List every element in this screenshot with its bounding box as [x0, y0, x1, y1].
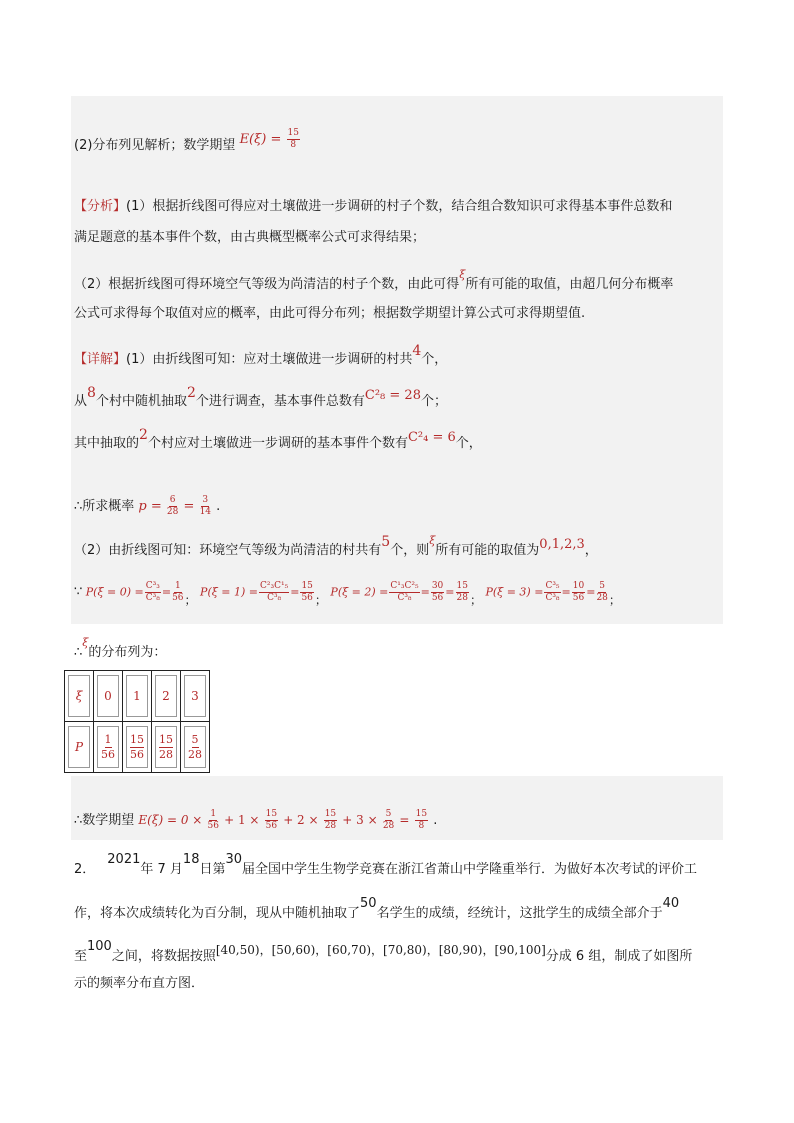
analysis-text-3a: （2）根据折线图可得环境空气等级为尚清洁的村子个数，由此可得 — [74, 277, 460, 292]
p3-frac — [544, 582, 560, 603]
detail-text-5d: ， — [584, 543, 598, 558]
p2-rden: 56 — [431, 593, 444, 603]
q2-number: 2． — [74, 862, 96, 877]
p2-result2 — [456, 582, 469, 603]
exp-f1-den: 56 — [207, 821, 219, 831]
prob-den: 56 — [130, 748, 144, 761]
p2-eq: = — [420, 585, 430, 599]
detail-text-2b: 个村中随机抽取 — [95, 394, 187, 409]
analysis-line-3 — [74, 268, 674, 292]
expectation-part-c: + 2 × — [283, 813, 319, 827]
q2-line-1 — [74, 852, 698, 877]
p0-lhs: P(ξ = 0) = — [85, 585, 144, 599]
detail-text-5b: 个，则 — [390, 543, 430, 558]
exp-frac-3 — [324, 810, 337, 831]
p0-eq: = — [161, 585, 172, 599]
table-cell — [152, 722, 181, 773]
p2-lhs: P(ξ = 2) = — [330, 585, 389, 599]
p-frac1-den: 28 — [166, 507, 179, 517]
exp-f2-den: 56 — [265, 821, 278, 831]
p3-num: C³₅ — [545, 581, 560, 591]
analysis-text-1: (1）根据折线图可得应对土壤做进一步调研的村子个数，结合组合数知识可求得基本事件总数和 — [126, 199, 673, 214]
p0-num: C³₃ — [145, 581, 160, 591]
p3-den: C³₈ — [545, 593, 560, 603]
q2-text-2: 日第 — [199, 862, 226, 877]
detail-line-7 — [74, 636, 167, 660]
detail-p-frac2 — [200, 496, 211, 517]
detail-line-1 — [74, 343, 448, 367]
table-cell — [181, 671, 210, 722]
value-cell: 0 — [97, 675, 119, 717]
detail-p-frac1 — [167, 496, 178, 517]
p2-rnum: 30 — [431, 581, 444, 591]
q2-year: 2021 — [107, 852, 141, 867]
analysis-line-2 — [74, 231, 425, 244]
q2-line-2 — [74, 896, 680, 921]
q2-num-40: 40 — [662, 896, 680, 911]
answer-formula-lhs: E(ξ) = — [239, 132, 282, 147]
p3-r2den: 28 — [596, 593, 608, 603]
analysis-xi: ξ — [459, 268, 466, 281]
therefore-symbol: ∴ — [74, 645, 83, 660]
p3-r2num: 5 — [599, 581, 606, 591]
table-row — [65, 722, 210, 773]
detail-text-4a: ∴所求概率 — [74, 499, 135, 514]
q2-text-4: 作，将本次成绩转化为百分制，现从中随机抽取了 — [74, 906, 361, 921]
p2-result — [431, 582, 444, 603]
table-cell — [65, 671, 94, 722]
detail-values: 0,1,2,3 — [539, 537, 585, 552]
q2-num-100: 100 — [87, 939, 112, 954]
p1-rnum: 15 — [301, 581, 313, 591]
exp-frac-5 — [415, 810, 428, 831]
p2-eq2: = — [445, 585, 455, 599]
p0-rnum: 1 — [174, 581, 181, 591]
table-cell — [94, 671, 123, 722]
prob-cell — [184, 726, 206, 768]
prob-num: 15 — [159, 733, 173, 746]
table-cell — [94, 722, 123, 773]
q2-text-3: 届全国中学生生物学竞赛在浙江省萧山中学隆重举行．为做好本次考试的评价工 — [242, 862, 698, 877]
value-cell: 1 — [126, 675, 148, 717]
q2-nth: 30 — [225, 852, 243, 867]
prob-num: 15 — [130, 733, 144, 746]
analysis-line-1 — [74, 200, 672, 213]
prob-num: 5 — [191, 733, 199, 746]
p1-num: C²₃C¹₅ — [260, 581, 289, 591]
table-cell — [123, 671, 152, 722]
q2-num-50: 50 — [360, 896, 377, 911]
answer-fraction — [287, 129, 300, 150]
table-row — [65, 671, 210, 722]
answer-prefix: (2)分布列见解析；数学期望 — [74, 138, 236, 153]
p2-den: C³₈ — [397, 593, 412, 603]
prob-den: 56 — [101, 748, 115, 761]
p2-frac — [389, 582, 419, 603]
exp-f5-den: 8 — [418, 821, 425, 831]
prob-num: 1 — [104, 733, 112, 746]
sep-3: ； — [469, 592, 482, 607]
q2-text-8: 分成 6 组，制成了如图所 — [545, 949, 693, 964]
detail-num-5: 5 — [381, 534, 391, 550]
p3-lhs: P(ξ = 3) = — [485, 585, 544, 599]
q2-text-6: 至 — [74, 949, 88, 964]
detail-text-5c: 所有可能的取值为 — [435, 543, 540, 558]
answer-fraction-num: 15 — [287, 128, 299, 138]
p3-rden: 56 — [572, 593, 585, 603]
distribution-table — [64, 670, 210, 773]
detail-line-2 — [74, 385, 447, 409]
exp-f1-num: 1 — [210, 809, 217, 819]
detail-text-3b: 个村应对土壤做进一步调研的基本事件个数有 — [147, 436, 408, 451]
table-cell — [123, 722, 152, 773]
p0-frac — [145, 582, 161, 603]
detail-text-4end: . — [216, 499, 221, 514]
p3-eq: = — [561, 585, 571, 599]
analysis-text-2: 满足题意的基本事件个数，由古典概型概率公式可求得结果； — [74, 230, 426, 245]
expectation-line — [74, 796, 437, 831]
prob-den: 28 — [188, 748, 202, 761]
prob-cell — [126, 726, 148, 768]
detail-text-1a: (1）由折线图可知：应对土壤做进一步调研的村共 — [126, 352, 413, 367]
detail-p-eq: = — [183, 499, 195, 514]
detail-text-3c: 个， — [455, 436, 482, 451]
analysis-text-3b: 所有可能的取值，由超几何分布概率 — [465, 277, 674, 292]
expectation-prefix: ∴数学期望 — [74, 813, 135, 828]
p2-num: C¹₃C²₅ — [390, 581, 419, 591]
distribution-caption: 的分布列为： — [88, 645, 167, 660]
table-cell — [181, 722, 210, 773]
detail-text-2d: 个； — [420, 394, 447, 409]
p0-rden: 56 — [172, 593, 184, 603]
detail-num-4: 4 — [412, 343, 422, 359]
p1-rden: 56 — [301, 593, 313, 603]
expectation-end: . — [433, 813, 438, 828]
q2-text-1: 年 7 月 — [140, 862, 183, 877]
p1-eq: = — [290, 585, 300, 599]
p0-result — [172, 582, 183, 603]
detail-text-3a: 其中抽取的 — [74, 436, 140, 451]
xi-header: ξ — [68, 675, 90, 717]
because-symbol: ∵ — [74, 584, 83, 600]
exp-f5-num: 15 — [415, 809, 428, 819]
part2-answer-line — [74, 117, 301, 156]
p3-result2 — [596, 582, 607, 603]
expectation-part-b: + 1 × — [224, 813, 260, 827]
detail-num-2: 2 — [186, 385, 196, 401]
expectation-part-a: E(ξ) = 0 × — [138, 813, 203, 827]
detail-line-3 — [74, 427, 482, 451]
p3-rnum: 10 — [572, 581, 585, 591]
analysis-line-4 — [74, 307, 585, 320]
p1-lhs: P(ξ = 1) = — [200, 585, 259, 599]
detail-line-6 — [74, 581, 621, 607]
detail-num-2b: 2 — [139, 427, 148, 443]
table-cell — [152, 671, 181, 722]
exp-f3-num: 15 — [324, 809, 337, 819]
p1-frac — [259, 582, 289, 603]
q2-line-3 — [74, 939, 693, 964]
detail-xi: ξ — [429, 534, 436, 547]
detail-text-5a: （2）由折线图可知：环境空气等级为尚清洁的村共有 — [74, 543, 382, 558]
p3-eq2: = — [586, 585, 596, 599]
detail-text-2a: 从 — [74, 394, 88, 409]
q2-text-7: 之间，将数据按照 — [111, 949, 216, 964]
sep-4: ； — [608, 592, 621, 607]
p-header: P — [68, 726, 90, 768]
detail-line-5 — [74, 534, 598, 558]
exp-frac-4 — [383, 810, 394, 831]
detail-line-4 — [74, 484, 220, 517]
p3-result — [572, 582, 585, 603]
detail-tag: 【详解】 — [74, 352, 127, 367]
p-frac1-num: 6 — [169, 495, 176, 505]
analysis-tag: 【分析】 — [74, 199, 127, 214]
q2-text-5: 名学生的成绩，经统计，这批学生的成绩全部介于 — [376, 906, 663, 921]
prob-cell — [155, 726, 177, 768]
answer-fraction-den: 8 — [290, 140, 297, 150]
detail-p-lhs: p = — [138, 499, 162, 514]
expectation-part-e: = — [399, 813, 410, 827]
q2-line-4 — [74, 977, 204, 990]
detail-formula-c42: C²₄ = 6 — [407, 430, 456, 445]
exp-frac-2 — [265, 810, 278, 831]
prob-den: 28 — [159, 748, 173, 761]
p2-r2num: 15 — [456, 581, 468, 591]
q2-text-9: 示的频率分布直方图． — [74, 976, 205, 991]
detail-text-1b: 个， — [421, 352, 448, 367]
sep-2: ； — [314, 592, 327, 607]
table-cell — [65, 722, 94, 773]
p2-r2den: 28 — [456, 593, 468, 603]
expectation-part-d: + 3 × — [342, 813, 378, 827]
value-cell: 3 — [184, 675, 206, 717]
p-frac2-num: 3 — [202, 495, 209, 505]
detail-text-2c: 个进行调查，基本事件总数有 — [195, 394, 365, 409]
prob-cell — [97, 726, 119, 768]
detail-formula-c82: C²₈ = 28 — [364, 388, 421, 403]
detail-num-8: 8 — [87, 385, 96, 401]
sep-1: ； — [184, 592, 197, 607]
p-frac2-den: 14 — [199, 507, 212, 517]
exp-f2-num: 15 — [265, 809, 278, 819]
q2-day: 18 — [182, 852, 200, 867]
p1-result — [300, 582, 313, 603]
p0-den: C³₈ — [145, 593, 160, 603]
exp-f3-den: 28 — [324, 821, 337, 831]
analysis-text-4: 公式可求得每个取值对应的概率，由此可得分布列；根据数学期望计算公式可求得期望值. — [74, 306, 586, 321]
p1-den: C³₈ — [267, 593, 282, 603]
exp-f4-num: 5 — [385, 809, 392, 819]
xi-symbol: ξ — [82, 636, 89, 649]
exp-f4-den: 28 — [382, 821, 395, 831]
exp-frac-1 — [207, 810, 218, 831]
q2-intervals: [40,50)，[50,60)，[60,70)，[70,80)，[80,90)，[90,100] — [215, 943, 546, 957]
value-cell: 2 — [155, 675, 177, 717]
